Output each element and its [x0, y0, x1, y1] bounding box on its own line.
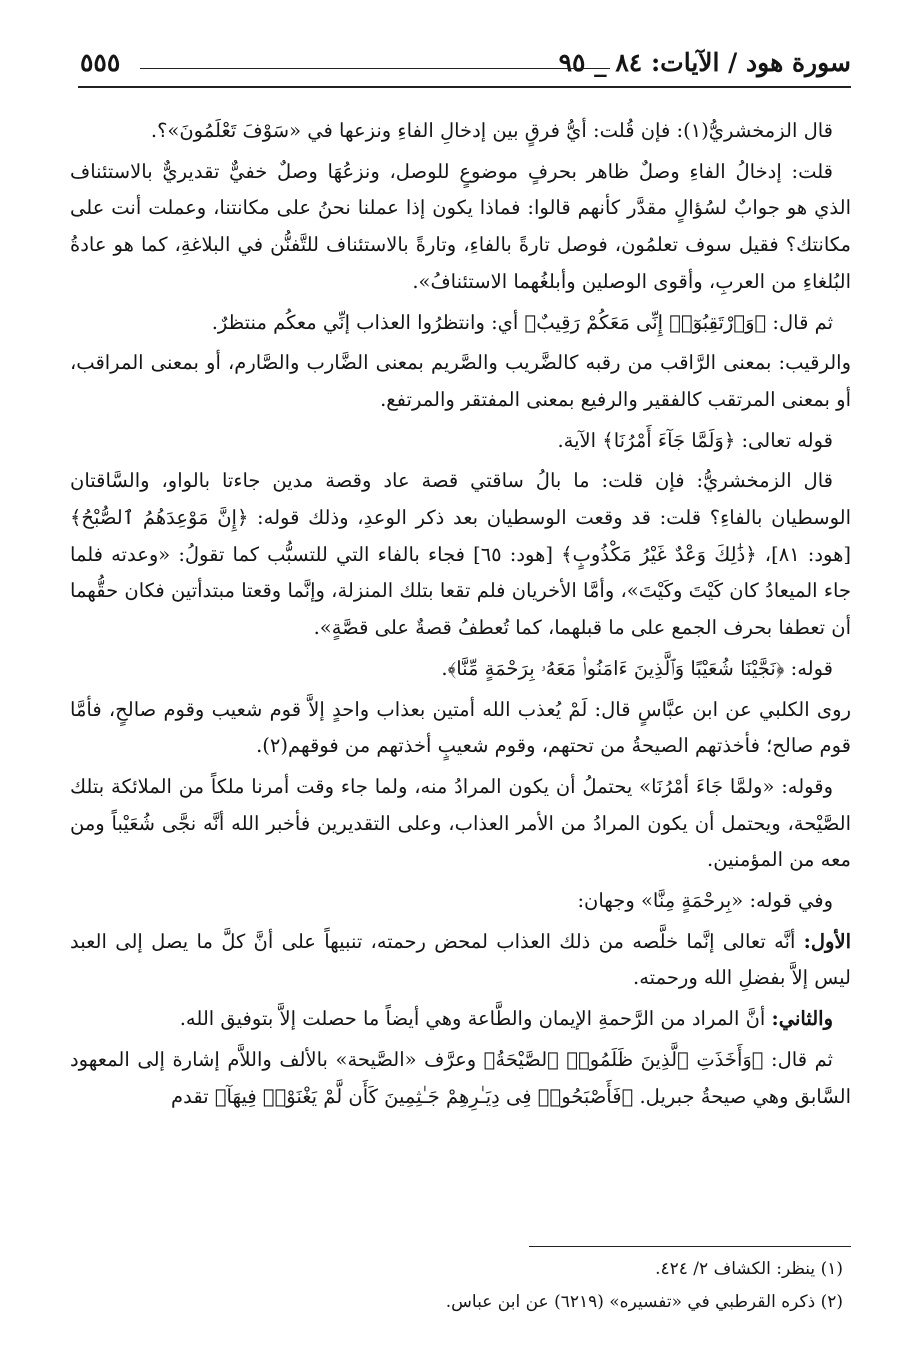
paragraph: قلت: إدخالُ الفاءِ وصلٌ ظاهر بحرفٍ موضوعٍ للوصل، ونزعُهَا وصلٌ خفيٌّ تقديريٌّ بالاستئناف الذي هو جوابٌ لسُؤالٍ مقدَّر كأنهم قالوا: فماذا يكون إذا عملنا نحنُ على مكانتنا، وعملت أنت على مكانتك؟ فقيل سوف تعلمُون، فوصل تارةً بالفاءِ، وتارةً بالاستئناف للتَّفنُّن في البلاغةِ، كما هو عادةُ البُلغاءِ من العربِ، وأقوى الوصلين وأبلغُهما الاستئنافُ».	[70, 159, 851, 293]
footnote-rule	[529, 1246, 851, 1247]
body-text	[70, 113, 851, 1119]
footnotes	[70, 1246, 851, 1319]
aspect-first	[70, 924, 851, 997]
paragraph: ثم قال: ﴿وَٱرْتَقِبُوٓا۟ إِنِّى مَعَكُمْ رَقِيبٌ﴾ أي: وانتظرُوا العذاب إنِّي معكُم منتظرٌ.	[211, 310, 833, 334]
aspect-text: أنَّ المراد من الرَّحمةِ الإيمان والطَّاعة وهي أيضاً ما حصلت إلاَّ بتوفيق الله.	[179, 1007, 772, 1031]
header-rule	[140, 68, 610, 69]
aspect-label: الأول:	[803, 929, 851, 953]
paragraph: قال الزمخشريُّ: فإن قلت: ما بالُ ساقتي قصة عاد وقصة مدين جاءتا بالواو، والسَّاقتان الوسطيان بالفاءِ؟ قلت: قد وقعت الوسطيان بعد ذكر الوعدِ، وذلك قوله: ﴿إِنَّ مَوْعِدَهُمُ ٱلصُّبْحُ﴾ [هود: ٨١]، ﴿ذَٰلِكَ وَعْدٌ غَيْرُ مَكْذُوبٍ﴾ [هود: ٦٥] فجاء بالفاء التي للتسبُّب كما تقولُ: «وعدته فلما جاء الميعادُ كان كَيْتَ وكَيْتَ»، وأمَّا الأخريان فلم تقعا بتلك المنزلة، وإنَّما وقعتا مبتدأتين فكان حقُّهما أن تعطفا بحرف الجمع على ما قبلهما، كما تُعطفُ قصةٌ على قصَّةٍ».	[70, 469, 852, 640]
footnote: (٢) ذكره القرطبي في «تفسيره» (٦٢١٩) عن ابن عباس.	[445, 1292, 843, 1312]
paragraph: والرقيب: بمعنى الرَّاقب من رقبه كالضَّريب والصَّريم بمعنى الضَّارب والصَّارم، أو بمعنى المراقب، أو بمعنى المرتقب كالفقير والرفيع بمعنى المفتقر والمرتفع.	[70, 351, 851, 411]
aspect-second	[70, 1001, 851, 1038]
footnote: (١) ينظر: الكشاف ٢/ ٤٢٤.	[655, 1259, 843, 1279]
paragraph: روى الكلبي عن ابن عبَّاسٍ قال: لَمْ يُعذب الله أمتين بعذاب واحدٍ إلاَّ قوم شعيب وقوم صالحٍ، فأمَّا قوم صالح؛ فأخذتهم الصيحةُ من تحتهم، وقوم شعيبٍ أخذتهم من فوقهم(٢).	[70, 697, 851, 758]
paragraph: ثم قال: ﴿وَأَخَذَتِ ٱلَّذِينَ ظَلَمُوا۟ ٱلصَّيْحَةُ﴾ وعرَّف «الصَّيحة» بالألف واللاَّم إشارة إلى المعهود السَّابق وهي صيحةُ جبريل. ﴿فَأَصْبَحُوا۟ فِى دِيَـٰرِهِمْ جَـٰثِمِينَ كَأَن لَّمْ يَغْنَوْا۟ فِيهَآ﴾ تقدم	[70, 1047, 851, 1108]
aspect-label: والثاني:	[771, 1007, 833, 1031]
paragraph: قوله: ﴿نَجَّيْنَا شُعَيْبًا وَٱلَّذِينَ ءَامَنُوا۟ مَعَهُۥ بِرَحْمَةٍ مِّنَّا﴾.	[441, 656, 833, 680]
paragraph: وفي قوله: «بِرحْمَةٍ مِنَّا» وجهان:	[577, 889, 833, 913]
aspect-text: أنَّه تعالى إنَّما خلَّصه من ذلك العذاب لمحض رحمته، تنبيهاً على أنَّ كلَّ ما يصل إلى العبد ليس إلاَّ بفضلِ الله ورحمته.	[70, 929, 851, 990]
paragraph: وقوله: «ولمَّا جَاءَ أمْرُنَا» يحتملُ أن يكون المرادُ منه، ولما جاء وقت أمرنا ملكاً من الملائكة بتلك الصَّيْحة، ويحتمل أن يكون المرادُ من الأمر العذاب، وعلى التقديرين فأخبر الله أنَّه نجَّى شُعَيْباً ومن معه من المؤمنين.	[70, 774, 851, 872]
page-number: ٥٥٥	[80, 48, 121, 77]
running-title: سورة هود / الآيات: ٨٤ _ ٩٥	[558, 48, 851, 77]
page-header	[78, 46, 851, 88]
paragraph: قال الزمخشريُّ(١): فإن قُلت: أيُّ فرقٍ بين إدخالِ الفاءِ ونزعها في «سَوْفَ تَعْلَمُونَ»؟.	[150, 119, 833, 142]
paragraph: قوله تعالى: ﴿وَلَمَّا جَآءَ أَمْرُنَا﴾ الآية.	[557, 428, 833, 452]
